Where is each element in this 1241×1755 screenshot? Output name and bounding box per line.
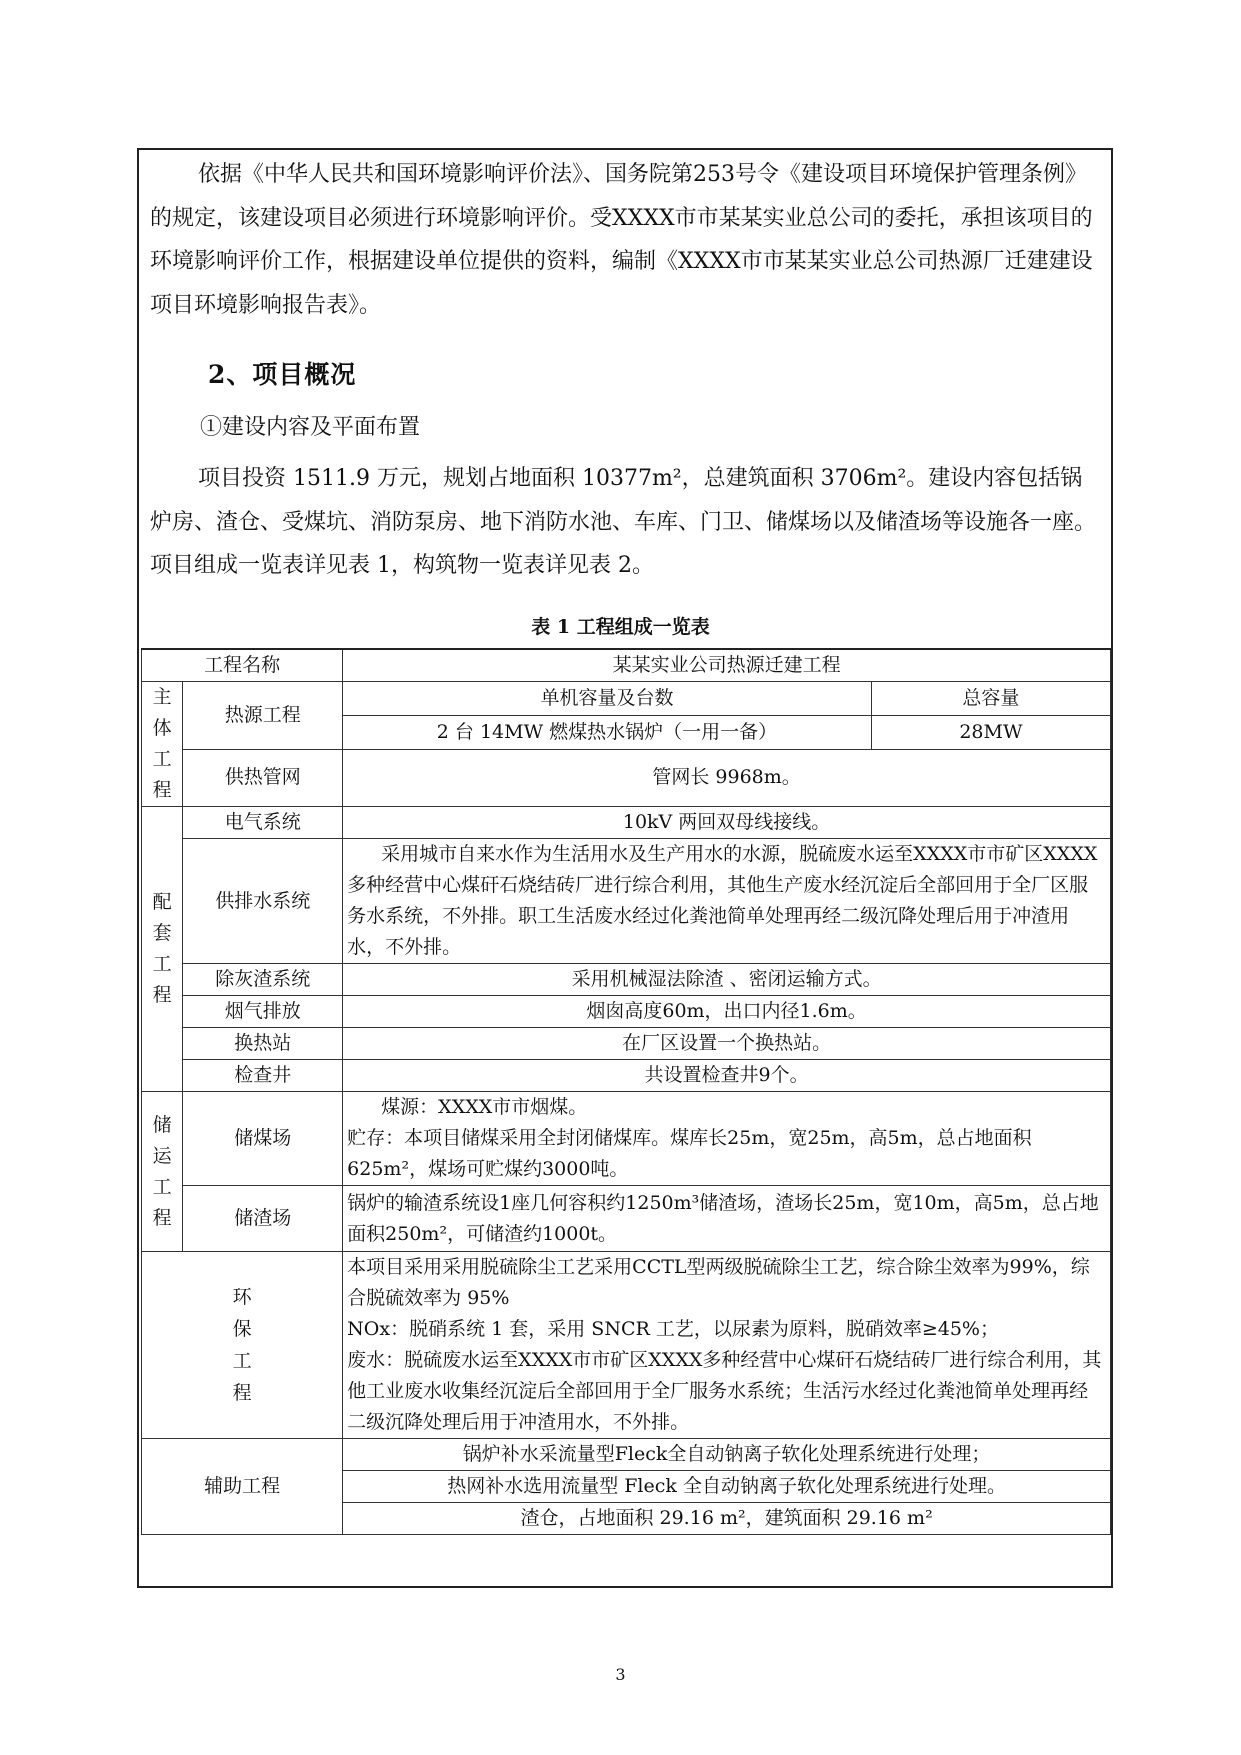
row-label-heating-network: 供热管网 <box>183 749 343 806</box>
row-value: 采用机械湿法除渣 、密闭运输方式。 <box>343 964 1111 996</box>
auxiliary-item: 锅炉补水采流量型Fleck全自动钠离子软化处理系统进行处理； <box>343 1439 1111 1471</box>
subsection-title: ①建设内容及平面布置 <box>200 415 421 440</box>
category-supporting: 配套工程 <box>142 807 183 1092</box>
overview-paragraph: 项目投资 1511.9 万元，规划占地面积 10377m²，总建筑面积 3706m²。建设内容包括锅炉房、渣仓、受煤坑、消防泵房、地下消防水池、车库、门卫、储煤场以及储渣场等设施各一座。项目组成一览表详见表 1，构筑物一览表详见表 2。 <box>150 466 1097 578</box>
environmental-value <box>343 1252 1111 1439</box>
category-auxiliary: 辅助工程 <box>142 1439 343 1535</box>
dedust-line: 本项目采用采用脱硫除尘工艺采用CCTL型两级脱硫除尘工艺，综合除尘效率为99%，综合脱硫效率为 95% <box>347 1256 1090 1309</box>
table-row <box>142 1252 1111 1439</box>
table-row <box>142 1028 1111 1060</box>
coal-yard-value <box>343 1092 1111 1186</box>
row-label: 电气系统 <box>183 807 343 839</box>
table-caption: 表 1 工程组成一览表 <box>531 616 710 638</box>
table-row <box>142 807 1111 839</box>
coal-storage-line: 贮存：本项目储煤采用全封闭储煤库。煤库长25m，宽25m，高5m，总占地面积625m²，煤场可贮煤约3000吨。 <box>347 1127 1032 1180</box>
row-label-coal-yard: 储煤场 <box>183 1092 343 1186</box>
unit-capacity-value: 2 台 14MW 燃煤热水锅炉（一用一备） <box>343 715 872 749</box>
table-row <box>142 964 1111 996</box>
table-row <box>142 996 1111 1028</box>
row-value: 共设置检查井9个。 <box>343 1060 1111 1092</box>
project-name-value: 某某实业公司热源迁建工程 <box>343 649 1111 682</box>
unit-capacity-header: 单机容量及台数 <box>343 682 872 716</box>
table-row <box>142 682 1111 716</box>
row-value: 采用城市自来水作为生活用水及生产用水的水源，脱硫废水运至XXXX市市矿区XXXX多种经营中心煤矸石烧结砖厂进行综合利用，其他生产废水经沉淀后全部回用于全厂区服务水系统，不外排。职工生活废水经过化粪池简单处理再经二级沉降处理后用于冲渣用水，不外排。 <box>343 839 1111 964</box>
row-label: 换热站 <box>183 1028 343 1060</box>
intro-paragraph: 依据《中华人民共和国环境影响评价法》、国务院第253号令《建设项目环境保护管理条例》的规定，该建设项目必须进行环境影响评价。受XXXX市市某某实业总公司的委托，承担该项目的环境影响评价工作，根据建设单位提供的资料，编制《XXXX市市某某实业总公司热源厂迁建建设项目环境影响报告表》。 <box>150 162 1093 318</box>
row-label: 检查井 <box>183 1060 343 1092</box>
nox-line: NOx：脱硝系统 1 套，采用 SNCR 工艺，以尿素为原料，脱硝效率≥45%； <box>347 1318 999 1340</box>
row-value: 烟囱高度60m，出口内径1.6m。 <box>343 996 1111 1028</box>
category-main: 主体工程 <box>142 682 183 807</box>
category-environmental <box>142 1252 343 1439</box>
coal-source-line: 煤源：XXXX市市烟煤。 <box>381 1096 588 1118</box>
project-name-label: 工程名称 <box>142 649 343 682</box>
auxiliary-item: 热网补水选用流量型 Fleck 全自动钠离子软化处理系统进行处理。 <box>343 1471 1111 1503</box>
heating-network-value: 管网长 9968m。 <box>343 749 1111 806</box>
table-row <box>142 1060 1111 1092</box>
project-composition-table <box>141 648 1111 1535</box>
table-row <box>142 649 1111 682</box>
total-capacity-value: 28MW <box>871 715 1110 749</box>
row-value: 10kV 两回双母线接线。 <box>343 807 1111 839</box>
category-storage: 储运工程 <box>142 1092 183 1252</box>
total-capacity-header: 总容量 <box>871 682 1110 716</box>
wastewater-line: 废水：脱硫废水运至XXXX市市矿区XXXX多种经营中心煤矸石烧结砖厂进行综合利用，其他工业废水收集经沉淀后全部回用于全厂服务水系统；生活污水经过化粪池简单处理再经二级沉降处理后用于冲渣用水，不外排。 <box>347 1349 1102 1433</box>
table-row <box>142 749 1111 806</box>
table-row <box>142 839 1111 964</box>
row-label: 除灰渣系统 <box>183 964 343 996</box>
row-value: 在厂区设置一个换热站。 <box>343 1028 1111 1060</box>
auxiliary-item: 渣仓，占地面积 29.16 m²，建筑面积 29.16 m² <box>343 1503 1111 1535</box>
section-heading: 2、项目概况 <box>208 360 357 389</box>
category-environmental-label: 环保工程 <box>232 1286 252 1404</box>
row-label-slag-yard: 储渣场 <box>183 1186 343 1252</box>
row-label-heat-source: 热源工程 <box>183 682 343 750</box>
table-row <box>142 1186 1111 1252</box>
row-label: 烟气排放 <box>183 996 343 1028</box>
table-row <box>142 1439 1111 1471</box>
table-row <box>142 1092 1111 1186</box>
row-label: 供排水系统 <box>183 839 343 964</box>
page-number: 3 <box>615 1665 626 1684</box>
slag-yard-value: 锅炉的输渣系统设1座几何容积约1250m³储渣场，渣场长25m，宽10m，高5m，总占地面积250m²，可储渣约1000t。 <box>343 1186 1111 1252</box>
